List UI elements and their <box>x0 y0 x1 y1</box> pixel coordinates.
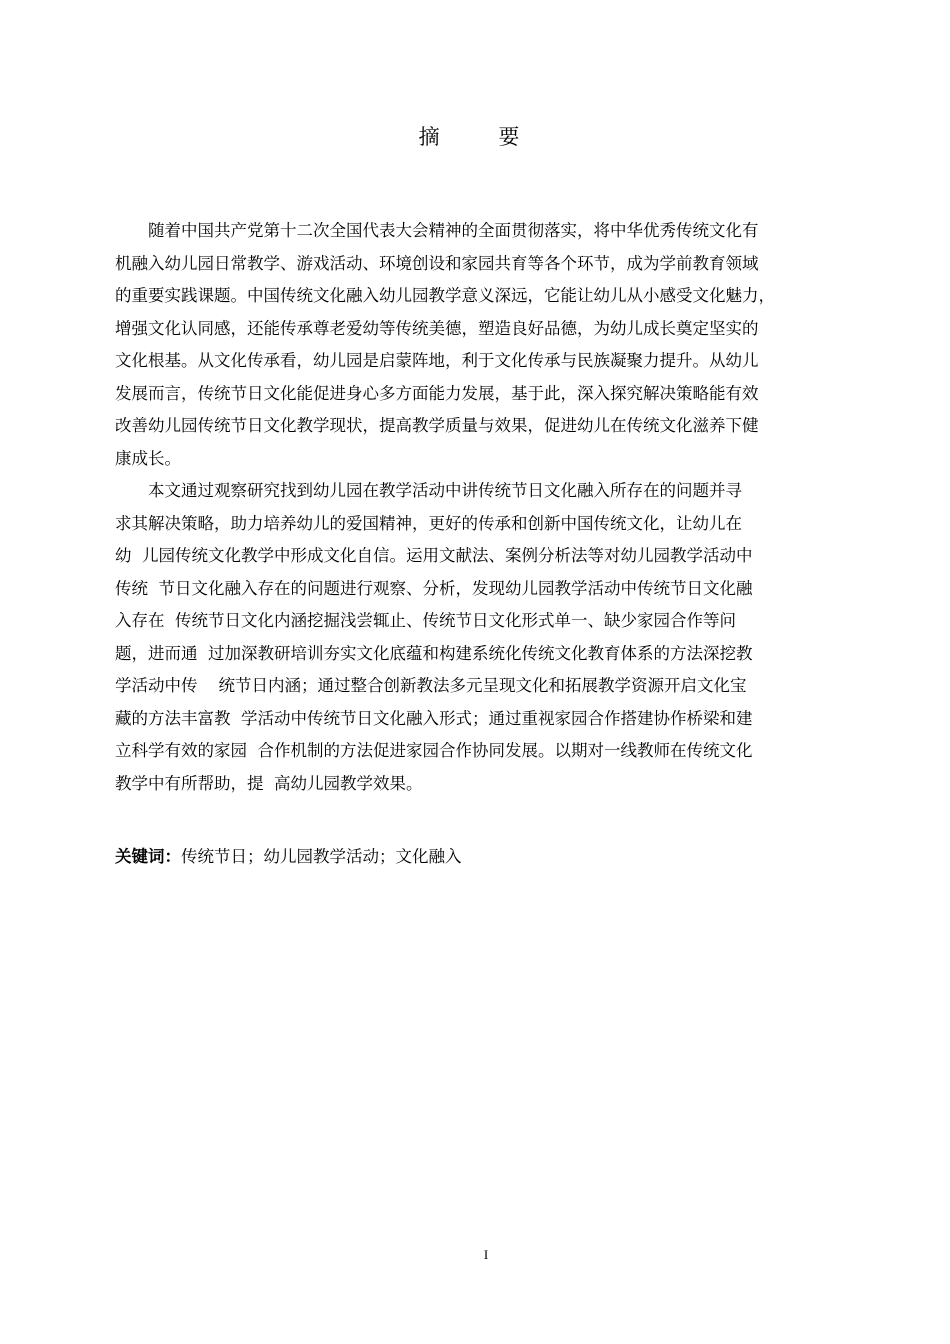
text-line: 入存在 传统节日文化内涵挖掘浅尝辄止、传统节日文化形式单一、缺少家园合作等问 <box>115 611 736 630</box>
text-line: 文化根基。从文化传承看，幼儿园是启蒙阵地，利于文化传承与民族凝聚力提升。从幼儿 <box>115 351 759 370</box>
text-line: 康成长。 <box>115 448 181 468</box>
keywords-label: 关键词： <box>115 847 181 866</box>
text-line: 立科学有效的家园 合作机制的方法促进家园合作协同发展。以期对一线教师在传统文化 <box>115 741 753 760</box>
text-line: 的重要实践课题。中国传统文化融入幼儿园教学意义深远，它能让幼儿从小感受文化魅力， <box>115 286 775 305</box>
text-line: 题，进而通 过加深教研培训夯实文化底蕴和构建系统化传统文化教育体系的方法深挖教 <box>115 643 753 663</box>
text-line: 学活动中传 统节日内涵；通过整合创新教法多元呈现文化和拓展教学资源开启文化宝 <box>115 676 747 695</box>
page-title: 摘 要 <box>418 125 546 149</box>
text-line: 本文通过观察研究找到幼儿园在教学活动中讲传统节日文化融入所存在的问题并寻 <box>148 481 742 500</box>
abstract-paragraph-2 <box>115 475 860 800</box>
text-line: 增强文化认同感，还能传承尊老爱幼等传统美德，塑造良好品德，为幼儿成长奠定坚实的 <box>115 318 759 338</box>
keywords <box>115 843 462 871</box>
page-number: I <box>483 1247 489 1262</box>
text-line: 机融入幼儿园日常教学、游戏活动、环境创设和家园共育等各个环节，成为学前教育领域 <box>115 253 759 273</box>
keywords-text: 传统节日；幼儿园教学活动；文化融入 <box>181 847 462 866</box>
abstract-paragraph-1 <box>115 215 860 475</box>
text-line: 改善幼儿园传统节日文化教学现状，提高教学质量与效果，促进幼儿在传统文化滋养下健 <box>115 416 759 435</box>
text-line: 求其解决策略，助力培养幼儿的爱国精神，更好的传承和创新中国传统文化，让幼儿在 <box>115 513 742 533</box>
text-line: 传统 节日文化融入存在的问题进行观察、分析，发现幼儿园教学活动中传统节日文化融 <box>115 578 753 598</box>
text-line: 教学中有所帮助，提 高幼儿园教学效果。 <box>115 773 423 793</box>
text-line: 随着中国共产党第十二次全国代表大会精神的全面贯彻落实，将中华优秀传统文化有 <box>148 221 759 240</box>
text-line: 幼 儿园传统文化教学中形成文化自信。运用文献法、案例分析法等对幼儿园教学活动中 <box>115 546 753 565</box>
text-line: 藏的方法丰富教 学活动中传统节日文化融入形式；通过重视家园合作搭建协作桥梁和建 <box>115 708 753 728</box>
text-line: 发展而言，传统节日文化能促进身心多方面能力发展，基于此，深入探究解决策略能有效 <box>115 383 759 403</box>
abstract-body <box>115 215 860 800</box>
